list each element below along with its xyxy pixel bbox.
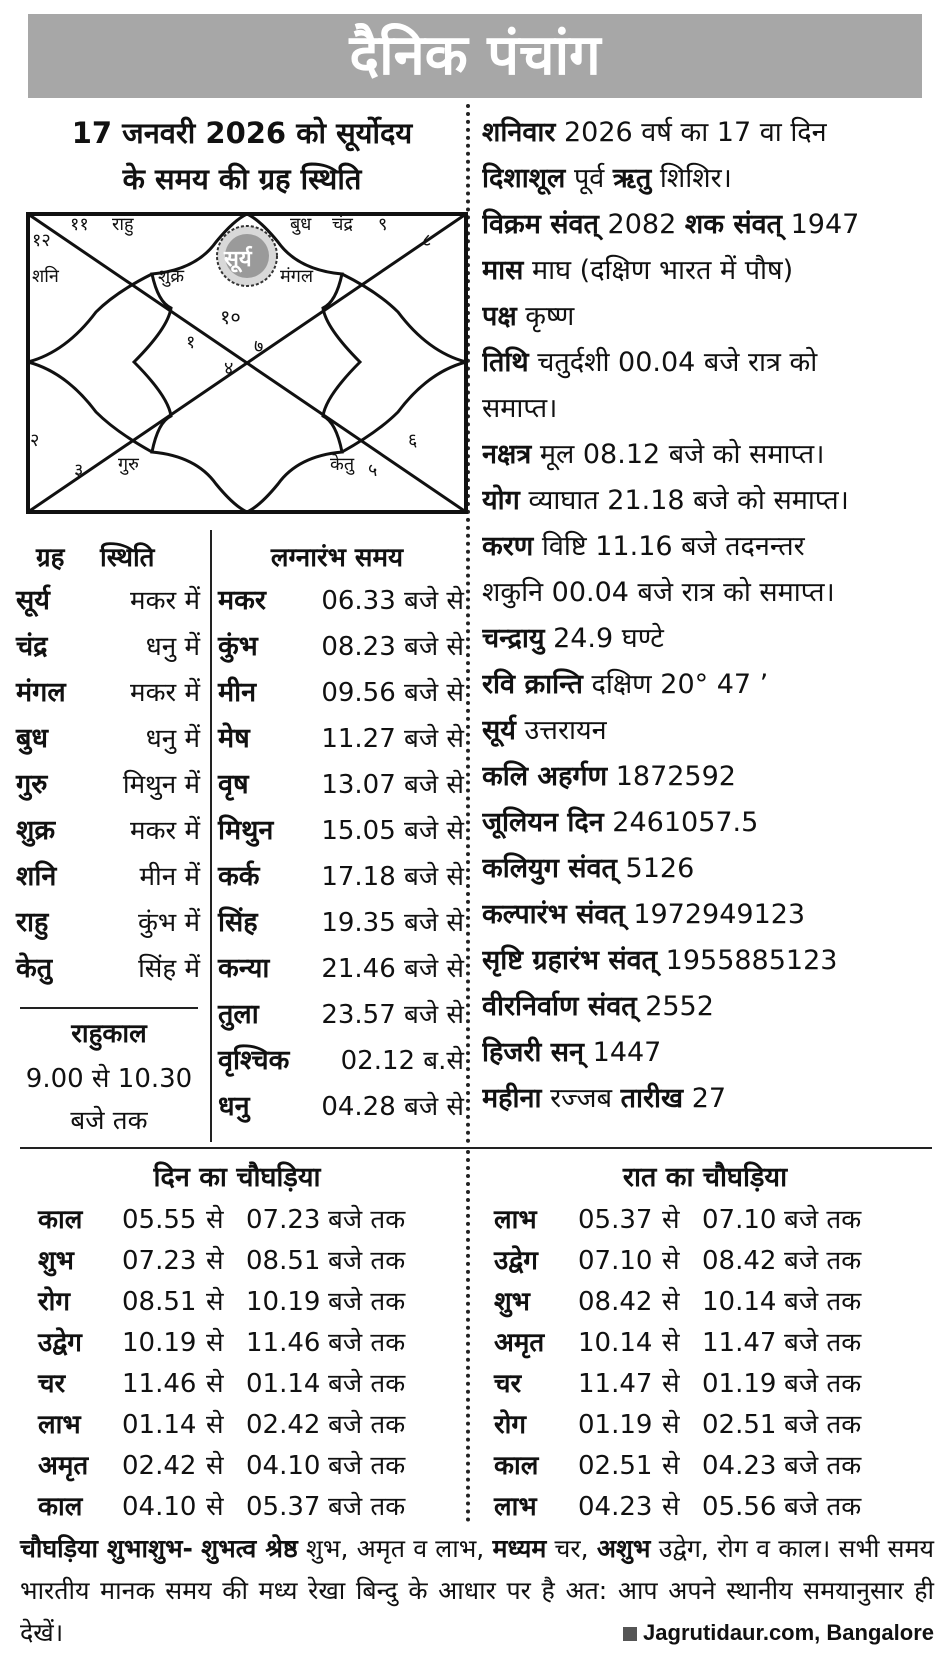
choghadiya-se: से [206,1246,224,1276]
choghadiya-until: बजे तक [328,1451,406,1481]
house-6: ६ [408,430,418,451]
lagna-time: 23.57 बजे से [321,1000,464,1030]
lagna-name: मिथुन [218,815,274,846]
house-10: १० [220,305,241,329]
house-7: ७ [254,336,264,357]
night-choghadiya-title: रात का चौघड़िया [622,1162,788,1193]
mahina-label: महीना [482,1083,542,1114]
choghadiya-until: बजे तक [784,1287,862,1317]
choghadiya-until: बजे तक [328,1369,406,1399]
panchang-julian [482,800,934,846]
dishashool-value: पूर्व [573,163,605,194]
brand-credit [615,1612,934,1654]
graha-row [16,670,200,716]
graha-row [16,762,200,808]
graha-name: मंगल [16,677,66,708]
lagna-name: मीन [218,677,257,708]
choghadiya-se: से [662,1287,680,1317]
panchang-veer [482,984,934,1030]
rahukaal-time: 9.00 से 10.30 [25,1064,193,1094]
kranti-value: दक्षिण 20° 47 ’ [591,669,769,700]
lagna-name: वृष [218,769,249,800]
footer-ashubh-label: अशुभ [596,1534,651,1563]
choghadiya-to: 05.37 [246,1492,321,1522]
choghadiya-name: चर [38,1369,66,1399]
yog-label: योग [482,485,520,516]
graha-header: ग्रह [36,543,65,573]
ahargan-value: 1872592 [615,761,736,792]
mahina-value: रज्जब [550,1083,613,1114]
choghadiya-row [38,1446,458,1487]
rahukaal-until: बजे तक [70,1106,148,1136]
chart-heading-line1: 17 जनवरी 2026 को सूर्योदय [71,116,413,150]
house-5: ५ [368,460,378,481]
choghadiya-to: 08.42 [702,1246,777,1276]
choghadiya-to: 11.47 [702,1328,777,1358]
surya-label: सूर्य [482,715,516,746]
panchang-ahargan [482,754,934,800]
choghadiya-row [38,1323,458,1364]
vikram-label: विक्रम संवत् [482,209,599,240]
house-2: २ [30,430,40,451]
choghadiya-se: से [662,1246,680,1276]
ritu-value: शिशिर। [659,163,732,194]
choghadiya-name: काल [494,1451,539,1481]
choghadiya-to: 07.23 [246,1205,321,1235]
choghadiya-from: 05.37 [578,1205,653,1235]
graha-name: सूर्य [16,585,50,616]
chandrayu-value: 24.9 घण्टे [553,623,664,654]
day-label: शनिवार [482,117,556,148]
choghadiya-name: रोग [494,1410,527,1440]
lagna-name: सिंह [218,907,258,938]
graha-name: शुक्र [16,815,56,846]
house-8: ८ [422,230,432,251]
choghadiya-name: उद्वेग [38,1328,82,1358]
lagna-row [218,578,464,624]
lagna-name: कर्क [218,861,260,892]
day-text: 2026 वर्ष का 17 वा दिन [563,117,827,148]
page-title: दैनिक पंचांग [349,23,601,88]
choghadiya-from: 02.42 [122,1451,197,1481]
dishashool-label: दिशाशूल [482,163,566,194]
kalparambh-value: 1972949123 [633,899,806,930]
choghadiya-from: 04.10 [122,1492,197,1522]
panchang-mahina [482,1076,934,1122]
choghadiya-row [494,1446,914,1487]
choghadiya-to: 10.19 [246,1287,321,1317]
footer-ashubh-text: उद्वेग, रोग व काल। सभी समय भारतीय मानक समय की मध्य रेखा बिन्दु के आधार पर है अत: आप अपने स्थानीय समयानुसार ही देखें। [20,1534,935,1647]
tithi-value-2: समाप्त। [482,393,558,424]
choghadiya-name: काल [38,1492,83,1522]
tithi-value: चतुर्दशी 00.04 बजे रात्र को [537,347,818,378]
choghadiya-until: बजे तक [784,1451,862,1481]
graha-position: धनु में [145,632,200,662]
lagna-row [218,762,464,808]
planet-budh: बुध [290,214,312,235]
lagna-row [218,808,464,854]
chandrayu-label: चन्द्रायु [482,623,545,654]
choghadiya-name: अमृत [494,1328,545,1358]
graha-row [16,716,200,762]
planet-chandra: चंद्र [332,214,353,235]
planet-mangal: मंगल [280,266,314,287]
ritu-label: ऋतु [612,163,652,194]
choghadiya-from: 08.42 [578,1287,653,1317]
choghadiya-until: बजे तक [328,1328,406,1358]
choghadiya-until: बजे तक [328,1287,406,1317]
choghadiya-row [494,1200,914,1241]
choghadiya-se: से [206,1410,224,1440]
house-3: ३ [74,460,84,481]
choghadiya-name: लाभ [494,1205,537,1235]
kundali-chart [26,212,468,514]
choghadiya-to: 02.51 [702,1410,777,1440]
lagna-name: धनु [218,1091,250,1122]
divider-rahukaal [20,1007,198,1009]
lagna-time: 15.05 बजे से [321,816,464,846]
lagna-row [218,992,464,1038]
graha-row [16,578,200,624]
choghadiya-se: से [206,1328,224,1358]
graha-row [16,946,200,992]
lagna-time: 09.56 बजे से [321,678,464,708]
panchang-tithi [482,340,934,386]
planet-shani: शनि [32,266,59,287]
choghadiya-row [38,1282,458,1323]
choghadiya-until: बजे तक [328,1246,406,1276]
choghadiya-row [494,1405,914,1446]
choghadiya-to: 11.46 [246,1328,321,1358]
choghadiya-name: लाभ [494,1492,537,1522]
choghadiya-from: 07.23 [122,1246,197,1276]
srishti-label: सृष्टि ग्रहारंभ संवत् [482,945,658,976]
karan-value-2: शकुनि 00.04 बजे रात्र को समाप्त। [482,577,835,608]
choghadiya-se: से [206,1287,224,1317]
lagna-row [218,1084,464,1130]
graha-row [16,854,200,900]
choghadiya-se: से [206,1205,224,1235]
panchang-yog [482,478,934,524]
choghadiya-to: 08.51 [246,1246,321,1276]
choghadiya-row [494,1323,914,1364]
paksha-value: कृष्ण [525,301,575,332]
choghadiya-until: बजे तक [784,1369,862,1399]
choghadiya-to: 07.10 [702,1205,777,1235]
choghadiya-from: 05.55 [122,1205,197,1235]
lagna-header: लग्नारंभ समय [270,543,404,573]
choghadiya-to: 01.14 [246,1369,321,1399]
choghadiya-se: से [662,1205,680,1235]
veer-value: 2552 [645,991,714,1022]
choghadiya-to: 01.19 [702,1369,777,1399]
choghadiya-name: रोग [38,1287,71,1317]
choghadiya-until: बजे तक [328,1205,406,1235]
divider-graha-lagna [210,530,212,1142]
choghadiya-from: 10.14 [578,1328,653,1358]
choghadiya-from: 02.51 [578,1451,653,1481]
graha-name: गुरु [16,769,48,800]
lagna-row [218,670,464,716]
panchang-maas [482,248,934,294]
choghadiya-until: बजे तक [328,1492,406,1522]
choghadiya-se: से [662,1369,680,1399]
choghadiya-se: से [662,1492,680,1522]
graha-position: मीन में [139,862,200,892]
lagna-row [218,854,464,900]
tarikh-value: 27 [691,1083,727,1114]
lagna-row [218,1038,464,1084]
choghadiya-se: से [662,1328,680,1358]
choghadiya-name: अमृत [38,1451,89,1481]
julian-label: जूलियन दिन [482,807,604,838]
choghadiya-from: 04.23 [578,1492,653,1522]
chart-heading [22,110,462,202]
panchang-nakshatra [482,432,934,478]
choghadiya-row [38,1241,458,1282]
choghadiya-to: 05.56 [702,1492,777,1522]
choghadiya-to: 10.14 [702,1287,777,1317]
julian-value: 2461057.5 [612,807,759,838]
surya-value: उत्तरायन [524,715,607,746]
brand-text: Jagrutidaur.com, Bangalore [643,1620,934,1645]
graha-position: सिंह में [138,954,200,984]
lagna-row [218,900,464,946]
divider-horizontal [20,1147,932,1149]
panchang-kaliyug [482,846,934,892]
panchang-tithi-end [482,386,934,432]
nakshatra-value: मूल 08.12 बजे को समाप्त। [539,439,825,470]
lagna-name: मेष [218,723,250,754]
lagna-name: तुला [218,999,259,1030]
choghadiya-from: 01.14 [122,1410,197,1440]
choghadiya-se: से [206,1369,224,1399]
choghadiya-to: 04.10 [246,1451,321,1481]
kranti-label: रवि क्रान्ति [482,669,583,700]
graha-name: बुध [16,723,49,754]
hijri-label: हिजरी सन् [482,1037,585,1068]
veer-label: वीरनिर्वाण संवत् [482,991,637,1022]
choghadiya-row [38,1405,458,1446]
choghadiya-row [38,1200,458,1241]
graha-position: मकर में [130,586,200,616]
graha-position: मकर में [130,816,200,846]
choghadiya-until: बजे तक [784,1328,862,1358]
choghadiya-until: बजे तक [784,1410,862,1440]
choghadiya-name: काल [38,1205,83,1235]
choghadiya-se: से [206,1451,224,1481]
chart-heading-line2: के समय की ग्रह स्थिति [122,162,362,196]
lagna-row [218,716,464,762]
choghadiya-from: 11.47 [578,1369,653,1399]
panchang-kalparambh [482,892,934,938]
lagna-time: 02.12 ब.से [340,1046,464,1076]
choghadiya-until: बजे तक [784,1246,862,1276]
choghadiya-until: बजे तक [328,1410,406,1440]
kaliyug-value: 5126 [625,853,695,884]
choghadiya-name: उद्वेग [494,1246,538,1276]
choghadiya-row [494,1487,914,1528]
house-12: १२ [32,230,51,251]
day-choghadiya-title: दिन का चौघड़िया [153,1162,321,1193]
choghadiya-from: 07.10 [578,1246,653,1276]
choghadiya-name: लाभ [38,1410,81,1440]
choghadiya-se: से [662,1410,680,1440]
choghadiya-name: शुभ [38,1246,74,1276]
lagna-time: 21.46 बजे से [321,954,464,984]
footer-shubh-text: शुभ, अमृत व लाभ, [305,1534,485,1563]
ahargan-label: कलि अहर्गण [482,761,608,792]
lagna-row [218,946,464,992]
choghadiya-row [494,1282,914,1323]
footer-madhyam-label: मध्यम [492,1534,547,1563]
graha-name: शनि [16,861,57,892]
square-bullet-icon [623,1627,637,1641]
lagna-time: 17.18 बजे से [321,862,464,892]
karan-value: विष्टि 11.16 बजे तदनन्तर [541,531,805,562]
planet-guru: गुरु [118,454,139,475]
house-11: ११ [70,214,89,235]
graha-row [16,624,200,670]
nakshatra-label: नक्षत्र [482,439,532,470]
srishti-value: 1955885123 [665,945,838,976]
choghadiya-name: शुभ [494,1287,530,1317]
graha-position: धनु में [145,724,200,754]
graha-position: मकर में [130,678,200,708]
maas-label: मास [482,255,524,286]
choghadiya-to: 02.42 [246,1410,321,1440]
panchang-srishti [482,938,934,984]
choghadiya-name: चर [494,1369,522,1399]
graha-row [16,808,200,854]
graha-row [16,900,200,946]
house-9: ९ [378,214,388,235]
shak-label: शक संवत् [684,209,783,240]
choghadiya-row [494,1364,914,1405]
rahukaal-title: राहुकाल [71,1019,147,1049]
planet-shukra: शुक्र [158,266,185,287]
choghadiya-from: 11.46 [122,1369,197,1399]
lagna-time: 04.28 बजे से [321,1092,464,1122]
tithi-label: तिथि [482,347,529,378]
choghadiya-until: बजे तक [784,1205,862,1235]
house-4: ४ [224,358,234,379]
lagna-name: कन्या [218,953,270,984]
panchang-samvat [482,202,934,248]
house-1: १ [186,332,196,353]
graha-name: चंद्र [16,631,48,662]
graha-name: राहु [16,907,49,938]
choghadiya-from: 08.51 [122,1287,197,1317]
kaliyug-label: कलियुग संवत् [482,853,617,884]
graha-position: कुंभ में [137,908,200,938]
lagna-time: 13.07 बजे से [321,770,464,800]
choghadiya-se: से [662,1451,680,1481]
paksha-label: पक्ष [482,301,517,332]
choghadiya-from: 01.19 [578,1410,653,1440]
lagna-name: मकर [218,585,266,616]
lagna-row [218,624,464,670]
choghadiya-row [38,1487,458,1528]
panchang-day [482,110,934,156]
lagna-name: कुंभ [218,631,258,662]
yog-value: व्याघात 21.18 बजे को समाप्त। [528,485,849,516]
choghadiya-from: 10.19 [122,1328,197,1358]
panchang-karan-end [482,570,934,616]
footer-label: चौघड़िया शुभाशुभ- [20,1534,193,1563]
tarikh-label: तारीख [620,1083,684,1114]
graha-name: केतु [16,953,53,984]
panchang-paksha [482,294,934,340]
hijri-value: 1447 [592,1037,662,1068]
divider-dotted-bottom [466,1150,470,1522]
panchang-chandrayu [482,616,934,662]
graha-position: मिथुन में [122,770,200,800]
panchang-kranti [482,662,934,708]
kalparambh-label: कल्पारंभ संवत् [482,899,625,930]
lagna-name: वृश्चिक [218,1045,290,1076]
vikram-value: 2082 [607,209,677,240]
choghadiya-row [494,1241,914,1282]
planet-ketu: केतु [330,454,355,475]
planet-rahu: राहु [112,214,134,235]
lagna-time: 19.35 बजे से [321,908,464,938]
choghadiya-row [38,1364,458,1405]
lagna-time: 08.23 बजे से [321,632,464,662]
choghadiya-se: से [206,1492,224,1522]
footer-shubh-label: शुभत्व श्रेष्ठ [201,1534,298,1563]
lagna-time: 06.33 बजे से [321,586,464,616]
footer-madhyam-text: चर, [554,1534,589,1563]
choghadiya-to: 04.23 [702,1451,777,1481]
planet-surya: सूर्य [224,247,252,272]
lagna-time: 11.27 बजे से [321,724,464,754]
panchang-karan [482,524,934,570]
panchang-dishashool [482,156,934,202]
shak-value: 1947 [790,209,860,240]
karan-label: करण [482,531,534,562]
panchang-surya [482,708,934,754]
choghadiya-until: बजे तक [784,1492,862,1522]
panchang-hijri [482,1030,934,1076]
banner [28,14,922,98]
maas-value: माघ (दक्षिण भारत में पौष) [532,255,794,286]
sthiti-header: स्थिति [100,543,155,573]
